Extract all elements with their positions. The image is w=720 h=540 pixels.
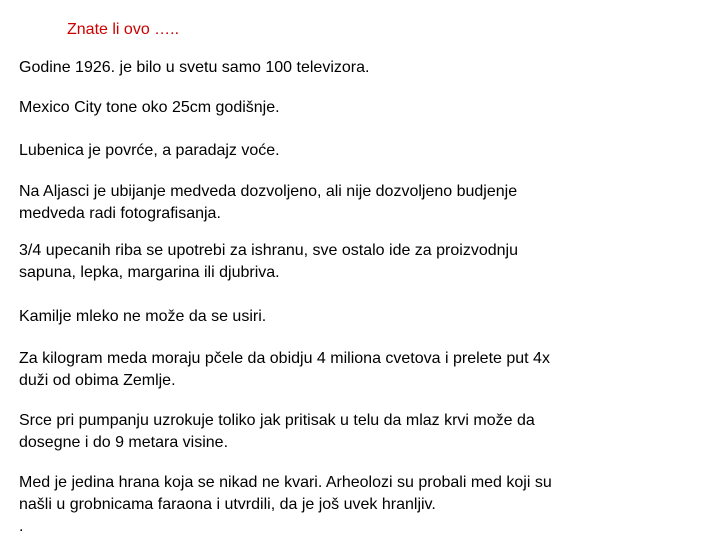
- slide-title: Znate li ovo …..: [67, 21, 180, 38]
- fact-item: [19, 410, 699, 454]
- fact-item: [19, 181, 699, 225]
- fact-item: [19, 57, 699, 79]
- fact-line: Med je jedina hrana koja se nikad ne kvari. Arheolozi su probali med koji su: [19, 474, 552, 491]
- fact-line: Za kilogram meda moraju pčele da obidju 4 miliona cvetova i prelete put 4x: [19, 350, 550, 367]
- fact-line: dosegne i do 9 metara visine.: [19, 434, 229, 451]
- fact-line: .: [19, 518, 24, 535]
- fact-item: [19, 306, 699, 328]
- fact-item: [19, 97, 699, 119]
- fact-line: Srce pri pumpanju uzrokuje toliko jak pritisak u telu da mlaz krvi može da: [19, 412, 535, 429]
- fact-line: Mexico City tone oko 25cm godišnje.: [19, 99, 280, 116]
- fact-line: Kamilje mleko ne može da se usiri.: [19, 308, 267, 325]
- fact-line: našli u grobnicama faraona i utvrdili, da je još uvek hranljiv.: [19, 496, 436, 513]
- fact-item: [19, 240, 699, 284]
- fact-line: Godine 1926. je bilo u svetu samo 100 televizora.: [19, 59, 370, 76]
- fact-line: medveda radi fotografisanja.: [19, 205, 221, 222]
- fact-line: Na Aljasci je ubijanje medveda dozvoljeno, ali nije dozvoljeno budjenje: [19, 183, 518, 200]
- fact-line: sapuna, lepka, margarina ili djubriva.: [19, 264, 280, 281]
- fact-item: [19, 348, 699, 392]
- fact-item: [19, 472, 699, 538]
- fact-line: 3/4 upecanih riba se upotrebi za ishranu, sve ostalo ide za proizvodnju: [19, 242, 518, 259]
- fact-line: duži od obima Zemlje.: [19, 372, 176, 389]
- fact-item: [19, 140, 699, 162]
- fact-line: Lubenica je povrće, a paradajz voće.: [19, 142, 280, 159]
